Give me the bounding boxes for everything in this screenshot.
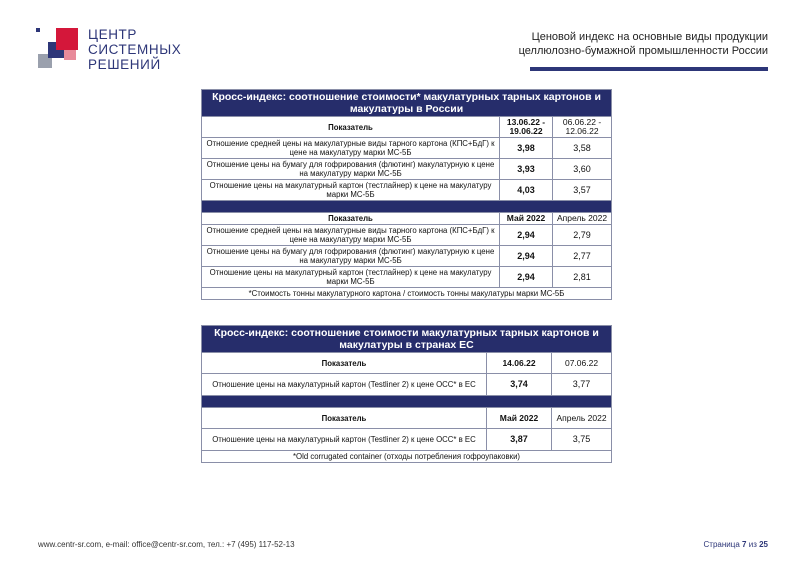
separator-cell <box>202 201 612 213</box>
header-rule <box>530 67 768 71</box>
column-header-indicator: Показатель <box>202 213 500 225</box>
page-current: 7 <box>742 540 747 549</box>
page-number <box>704 540 768 549</box>
row-label: Отношение цены на макулатурный картон (тестлайнер) к цене на макулатуру марки МС-5Б <box>202 267 500 288</box>
column-header-current-period: 13.06.22 - 19.06.22 <box>500 117 553 138</box>
table-row <box>202 159 612 180</box>
row-value-previous: 3,75 <box>552 429 612 451</box>
table-header-row <box>202 353 612 374</box>
page-prefix: Страница <box>703 540 740 549</box>
row-label: Отношение цены на макулатурный картон (тестлайнер) к цене на макулатуру марки МС-5Б <box>202 180 500 201</box>
column-header-indicator: Показатель <box>202 408 487 429</box>
table-footnote-row <box>202 451 612 463</box>
cross-index-russia-table <box>201 89 612 300</box>
table-row <box>202 246 612 267</box>
row-label: Отношение средней цены на макулатурные виды тарного картона (КПС+БдГ) к цене на макулатуру марки МС-5Б <box>202 225 500 246</box>
separator-cell <box>202 396 612 408</box>
row-value-previous: 3,60 <box>553 159 612 180</box>
row-value-previous: 3,58 <box>553 138 612 159</box>
table-separator-row <box>202 201 612 213</box>
cross-index-eu-table <box>201 325 612 463</box>
row-value-current: 3,98 <box>500 138 553 159</box>
table-header-row <box>202 213 612 225</box>
table-title: Кросс-индекс: соотношение стоимости макулатурных тарных картонов и макулатуры в странах ЕС <box>202 326 612 353</box>
row-value-previous: 2,77 <box>553 246 612 267</box>
logo-line-2: СИСТЕМНЫХ <box>88 42 182 57</box>
table-footnote: *Old corrugated container (отходы потребления гофроупаковки) <box>202 451 612 463</box>
table-footnote-row <box>202 288 612 300</box>
row-label: Отношение цены на макулатурный картон (Testliner 2) к цене ОСС* в ЕС <box>202 429 487 451</box>
table-title-row <box>202 90 612 117</box>
row-value-previous: 2,79 <box>553 225 612 246</box>
logo-line-3: РЕШЕНИЙ <box>88 57 161 72</box>
row-value-current: 2,94 <box>500 267 553 288</box>
row-value-current: 4,03 <box>500 180 553 201</box>
page-of: из <box>748 540 757 549</box>
row-label: Отношение цены на макулатурный картон (Testliner 2) к цене ОСС* в ЕС <box>202 374 487 396</box>
table-footnote: *Стоимость тонны макулатурного картона / стоимость тонны макулатуры марки МС-5Б <box>202 288 612 300</box>
page-total: 25 <box>759 540 768 549</box>
column-header-current-period: 14.06.22 <box>487 353 552 374</box>
table-header-row <box>202 117 612 138</box>
table-row <box>202 374 612 396</box>
table-row <box>202 138 612 159</box>
document-header-title <box>519 30 768 58</box>
logo-text <box>88 27 181 72</box>
header-title-line-2: целлюлозно-бумажной промышленности России <box>518 45 768 57</box>
table-row <box>202 429 612 451</box>
table-title-row <box>202 326 612 353</box>
logo-mark-red-square <box>56 28 78 50</box>
row-label: Отношение цены на бумагу для гофрирования (флютинг) макулатурную к цене на макулатуру марки МС-5Б <box>202 246 500 267</box>
row-value-current: 3,74 <box>487 374 552 396</box>
column-header-previous-period: 06.06.22 - 12.06.22 <box>553 117 612 138</box>
table-row <box>202 225 612 246</box>
row-label: Отношение средней цены на макулатурные виды тарного картона (КПС+БдГ) к цене на макулатуру марки МС-5Б <box>202 138 500 159</box>
column-header-previous-period: 07.06.22 <box>552 353 612 374</box>
column-header-previous-period: Апрель 2022 <box>552 408 612 429</box>
logo-mark-dot <box>36 28 40 32</box>
header-title-line-1: Ценовой индекс на основные виды продукции <box>531 31 768 43</box>
row-value-current: 3,93 <box>500 159 553 180</box>
column-header-indicator: Показатель <box>202 117 500 138</box>
column-header-current-period: Май 2022 <box>487 408 552 429</box>
row-value-current: 2,94 <box>500 225 553 246</box>
row-label: Отношение цены на бумагу для гофрирования (флютинг) макулатурную к цене на макулатуру марки МС-5Б <box>202 159 500 180</box>
company-logo <box>36 26 186 76</box>
table-row <box>202 267 612 288</box>
logo-line-1: ЦЕНТР <box>88 27 137 42</box>
column-header-current-period: Май 2022 <box>500 213 553 225</box>
row-value-previous: 3,57 <box>553 180 612 201</box>
table-header-row <box>202 408 612 429</box>
row-value-current: 2,94 <box>500 246 553 267</box>
footer-contacts: www.centr-sr.com, e-mail: office@centr-sr.com, тел.: +7 (495) 117-52-13 <box>38 540 295 549</box>
row-value-previous: 2,81 <box>553 267 612 288</box>
column-header-indicator: Показатель <box>202 353 487 374</box>
table-separator-row <box>202 396 612 408</box>
row-value-previous: 3,77 <box>552 374 612 396</box>
column-header-previous-period: Апрель 2022 <box>553 213 612 225</box>
table-row <box>202 180 612 201</box>
logo-mark-pink-square <box>64 50 76 60</box>
table-title: Кросс-индекс: соотношение стоимости* макулатурных тарных картонов и макулатуры в России <box>202 90 612 117</box>
row-value-current: 3,87 <box>487 429 552 451</box>
